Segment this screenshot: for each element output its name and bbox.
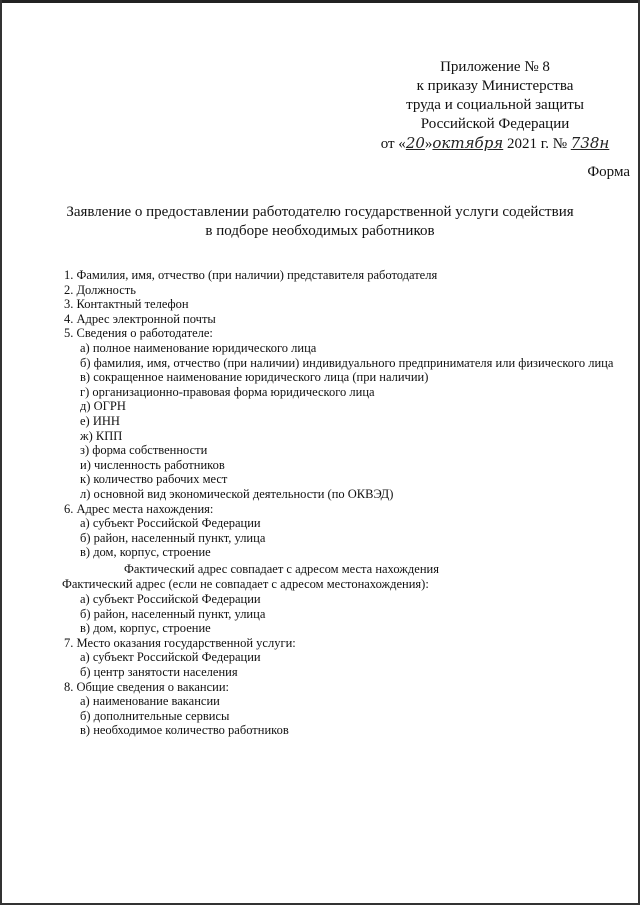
list-item: б) центр занятости населения: [80, 665, 238, 680]
field-list: [64, 268, 624, 738]
list-item: д) ОГРН: [80, 399, 126, 414]
scan-edge-left: [0, 0, 2, 905]
order-number-handwritten: 738н: [570, 134, 610, 152]
list-item: и) численность работников: [80, 457, 225, 472]
list-item: 5. Сведения о работодателе:: [64, 326, 213, 341]
list-item: з) форма собственности: [80, 443, 208, 458]
document-title: [20, 203, 620, 241]
order-line: к приказу Министерства: [416, 78, 574, 94]
list-item: 7. Место оказания государственной услуги:: [64, 635, 296, 650]
list-item: б) район, населенный пункт, улица: [80, 606, 266, 621]
list-item: в) дом, корпус, строение: [80, 621, 211, 636]
list-item: ж) КПП: [80, 428, 123, 443]
list-item: к) количество рабочих мест: [80, 472, 228, 487]
list-item: в) необходимое количество работников: [80, 723, 289, 738]
list-item: а) наименование вакансии: [80, 694, 220, 709]
list-item: в) дом, корпус, строение: [80, 545, 211, 560]
date-day-handwritten: 20: [405, 134, 425, 152]
list-item: 3. Контактный телефон: [64, 297, 189, 312]
date-month-handwritten: октября: [432, 134, 504, 152]
list-item: а) субъект Российской Федерации: [80, 650, 261, 665]
list-item: б) район, населенный пункт, улица: [80, 530, 266, 545]
date-year: 2021 г. №: [503, 136, 571, 152]
appendix-number: Приложение № 8: [440, 59, 550, 75]
appendix-header: [360, 58, 630, 154]
list-item: е) ИНН: [80, 413, 120, 428]
title-line-1: Заявление о предоставлении работодателю государственной услуги содействия: [66, 204, 574, 220]
ministry-line: труда и социальной защиты: [406, 97, 584, 113]
scan-edge-top: [0, 0, 640, 3]
list-item: 4. Адрес электронной почты: [64, 311, 216, 326]
list-item: б) дополнительные сервисы: [80, 708, 230, 723]
list-item: 6. Адрес места нахождения:: [64, 501, 214, 516]
list-item: 2. Должность: [64, 282, 136, 297]
date-mid: »: [424, 136, 433, 152]
federation-line: Российской Федерации: [420, 116, 570, 132]
order-date-line: [360, 134, 630, 154]
list-item: л) основной вид экономической деятельности (по ОКВЭД): [80, 486, 394, 501]
list-item: а) полное наименование юридического лица: [80, 340, 317, 355]
date-prefix: от «: [380, 136, 406, 152]
form-label: Форма: [587, 164, 630, 180]
list-item: г) организационно-правовая форма юридического лица: [80, 384, 375, 399]
list-item: а) субъект Российской Федерации: [80, 592, 261, 607]
list-item: а) субъект Российской Федерации: [80, 516, 261, 531]
list-item: Фактический адрес (если не совпадает с адресом местонахождения):: [62, 577, 429, 592]
address-match-note: Фактический адрес совпадает с адресом места нахождения: [124, 561, 439, 576]
list-item: в) сокращенное наименование юридического лица (при наличии): [80, 370, 429, 385]
title-line-2: в подборе необходимых работников: [205, 223, 435, 239]
list-item: 8. Общие сведения о вакансии:: [64, 679, 229, 694]
list-item: б) фамилия, имя, отчество (при наличии) индивидуального предпринимателя или физического лица: [80, 355, 614, 370]
list-item: 1. Фамилия, имя, отчество (при наличии) представителя работодателя: [64, 268, 438, 282]
